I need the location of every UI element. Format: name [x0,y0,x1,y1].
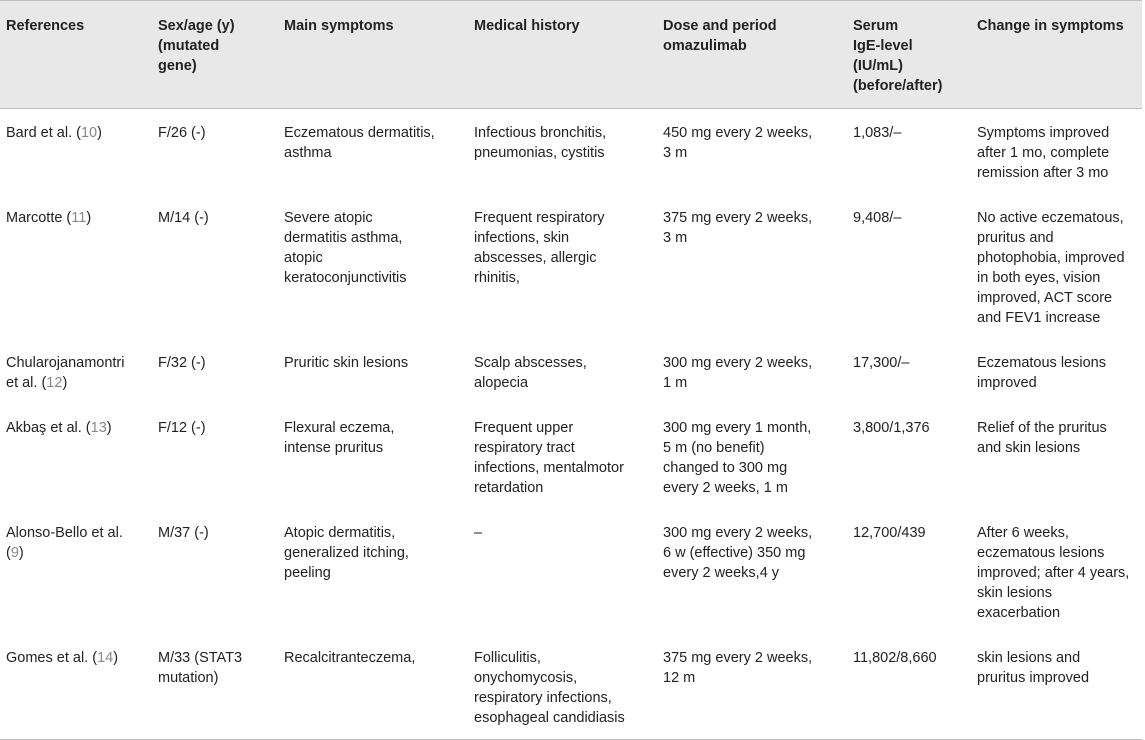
cell-reference [0,339,152,404]
cell-line: F/32 (-) [158,355,206,371]
cell-change-in-symptoms [971,339,1142,404]
reference-text: Chularojanamontri [6,355,125,371]
cell-line: 12,700/439 [853,525,926,541]
cell-line: M/14 (-) [158,210,209,226]
cell-line: 375 mg every 2 weeks, [663,650,813,666]
cell-medical-history [468,339,657,404]
cell-main-symptoms [278,634,468,740]
table-body [0,109,1142,740]
cell-reference [0,634,152,740]
header-serum-ige [847,1,971,109]
reference-text: Bard et al. ( [6,125,81,141]
cell-line: atopic [284,250,323,266]
citation-link[interactable]: 9 [10,545,19,561]
cell-line: 375 mg every 2 weeks, [663,210,813,226]
cell-line: onychomycosis, [474,670,578,686]
header-line: omazulimab [663,38,747,54]
citation-link[interactable]: 10 [80,125,98,141]
cell-line: and FEV1 increase [977,310,1101,326]
table-row [0,634,1142,740]
cell-line: Infectious bronchitis, [474,125,607,141]
header-line: IgE-level [853,38,913,54]
cell-line: intense pruritus [284,440,384,456]
table-row [0,404,1142,509]
reference-line [6,208,146,228]
cell-line: 6 w (effective) 350 mg [663,545,806,561]
cell-line: retardation [474,480,544,496]
cell-serum-ige [847,634,971,740]
cell-line: improved [977,375,1037,391]
cell-line: Flexural eczema, [284,420,395,436]
cell-sex-age [152,634,278,740]
cell-line: 300 mg every 2 weeks, [663,525,813,541]
cell-medical-history [468,509,657,634]
cell-line: dermatitis asthma, [284,230,403,246]
cell-line: improved; after 4 years, [977,565,1130,581]
cell-reference [0,194,152,339]
cell-main-symptoms [278,509,468,634]
cell-line: photophobia, improved [977,250,1125,266]
reference-line [6,418,146,438]
cell-line: exacerbation [977,605,1061,621]
reference-tail: ) [113,650,119,666]
header-line: References [6,18,85,34]
cell-line: eczematous lesions [977,545,1105,561]
cell-serum-ige [847,194,971,339]
cell-line: Pruritic skin lesions [284,355,409,371]
cell-line: abscesses, allergic [474,250,597,266]
cell-line: Frequent upper [474,420,574,436]
cell-sex-age [152,109,278,195]
cell-line: mutation) [158,670,219,686]
cell-medical-history [468,634,657,740]
cell-line: After 6 weeks, [977,525,1069,541]
cell-line: 1,083/– [853,125,902,141]
cell-main-symptoms [278,194,468,339]
cell-sex-age [152,194,278,339]
cell-serum-ige [847,509,971,634]
header-line: Main symptoms [284,18,394,34]
cell-line: Atopic dermatitis, [284,525,396,541]
cell-medical-history [468,109,657,195]
header-line: Sex/age (y) [158,18,235,34]
cell-line: No active eczematous, [977,210,1124,226]
cell-main-symptoms [278,109,468,195]
cell-line: rhinitis, [474,270,520,286]
cell-line: esophageal candidiasis [474,710,625,726]
cell-line: Folliculitis, [474,650,541,666]
reference-line [6,373,146,393]
cell-change-in-symptoms [971,634,1142,740]
cell-reference [0,109,152,195]
cell-change-in-symptoms [971,109,1142,195]
cell-line: – [474,525,483,541]
reference-tail: ) [86,210,92,226]
cell-line: 11,802/8,660 [853,650,937,666]
cell-main-symptoms [278,339,468,404]
cell-line: respiratory tract [474,440,575,456]
cell-line: skin lesions [977,585,1052,601]
cell-reference [0,509,152,634]
cell-line: M/37 (-) [158,525,209,541]
table-row [0,194,1142,339]
header-line: (before/after) [853,78,943,94]
cell-line: F/26 (-) [158,125,206,141]
cell-medical-history [468,404,657,509]
reference-line [6,123,146,143]
cell-line: 5 m (no benefit) [663,440,765,456]
cell-sex-age [152,404,278,509]
cell-line: Severe atopic [284,210,373,226]
reference-tail: ) [106,420,112,436]
cell-line: and skin lesions [977,440,1081,456]
cell-line: peeling [284,565,331,581]
header-medical-history [468,1,657,109]
cell-line: 3 m [663,230,688,246]
header-dose-period [657,1,847,109]
table-row [0,509,1142,634]
cell-line: every 2 weeks, 1 m [663,480,788,496]
cell-line: every 2 weeks,4 y [663,565,780,581]
header-line: (IU/mL) [853,58,903,74]
cell-line: pneumonias, cystitis [474,145,605,161]
reference-line [6,353,146,373]
cell-line: after 1 mo, complete [977,145,1110,161]
cell-line: Scalp abscesses, [474,355,587,371]
cell-reference [0,404,152,509]
header-line: Dose and period [663,18,777,34]
cell-line: infections, skin [474,230,570,246]
cell-line: 3 m [663,145,688,161]
reference-line [6,543,146,563]
cell-line: keratoconjunctivitis [284,270,407,286]
cell-line: infections, mentalmotor [474,460,624,476]
cell-dose-period [657,509,847,634]
reference-text: Marcotte ( [6,210,72,226]
header-change-in-symptoms [971,1,1142,109]
header-line: (mutated [158,38,220,54]
cell-line: M/33 (STAT3 [158,650,243,666]
table-row [0,339,1142,404]
cell-sex-age [152,339,278,404]
cell-line: in both eyes, vision [977,270,1101,286]
cell-line: 300 mg every 2 weeks, [663,355,813,371]
reference-tail: ) [18,545,24,561]
table-header [0,1,1142,109]
cell-serum-ige [847,109,971,195]
header-line: Change in symptoms [977,18,1124,34]
cell-dose-period [657,404,847,509]
cell-line: 450 mg every 2 weeks, [663,125,813,141]
reference-tail: ) [97,125,102,141]
header-references [0,1,152,109]
reference-line [6,648,146,668]
cell-dose-period [657,109,847,195]
header-line: gene) [158,58,197,74]
cell-line: remission after 3 mo [977,165,1109,181]
cell-line: Relief of the pruritus [977,420,1107,436]
cell-line: pruritus and [977,230,1054,246]
cell-change-in-symptoms [971,194,1142,339]
table-row [0,109,1142,195]
reference-line [6,523,146,543]
reference-text: et al. ( [6,375,47,391]
cell-dose-period [657,634,847,740]
cell-line: Eczematous lesions [977,355,1106,371]
cell-line: 17,300/– [853,355,910,371]
cell-serum-ige [847,404,971,509]
cell-line: changed to 300 mg [663,460,788,476]
cell-line: 300 mg every 1 month, [663,420,812,436]
cell-dose-period [657,339,847,404]
cell-line: alopecia [474,375,529,391]
cell-serum-ige [847,339,971,404]
cell-line: asthma [284,145,332,161]
reference-text: Gomes et al. ( [6,650,98,666]
cell-line: Recalcitranteczema, [284,650,416,666]
citation-link[interactable]: 11 [71,210,87,226]
cell-line: 1 m [663,375,688,391]
citation-link[interactable]: 13 [90,420,107,436]
reference-text: Akbaş et al. ( [6,420,91,436]
cell-line: 9,408/– [853,210,902,226]
cell-line: respiratory infections, [474,690,612,706]
cell-line: Frequent respiratory [474,210,605,226]
cell-line: Eczematous dermatitis, [284,125,435,141]
cell-line: improved, ACT score [977,290,1113,306]
header-line: Serum [853,18,899,34]
header-line: Medical history [474,18,580,34]
cell-medical-history [468,194,657,339]
cell-line: skin lesions and [977,650,1081,666]
cell-sex-age [152,509,278,634]
cell-change-in-symptoms [971,404,1142,509]
cell-line: Symptoms improved [977,125,1110,141]
cell-line: 3,800/1,376 [853,420,930,436]
cell-main-symptoms [278,404,468,509]
reference-text: Alonso-Bello et al. [6,525,123,541]
header-row [0,1,1142,109]
reference-tail: ) [62,375,68,391]
cell-line: generalized itching, [284,545,409,561]
cell-dose-period [657,194,847,339]
cell-line: F/12 (-) [158,420,206,436]
citation-link[interactable]: 14 [97,650,114,666]
citation-link[interactable]: 12 [46,375,63,391]
reference-text: ( [6,545,11,561]
header-main-symptoms [278,1,468,109]
header-sex-age [152,1,278,109]
cell-line: 12 m [663,670,696,686]
cell-line: pruritus improved [977,670,1090,686]
cell-change-in-symptoms [971,509,1142,634]
